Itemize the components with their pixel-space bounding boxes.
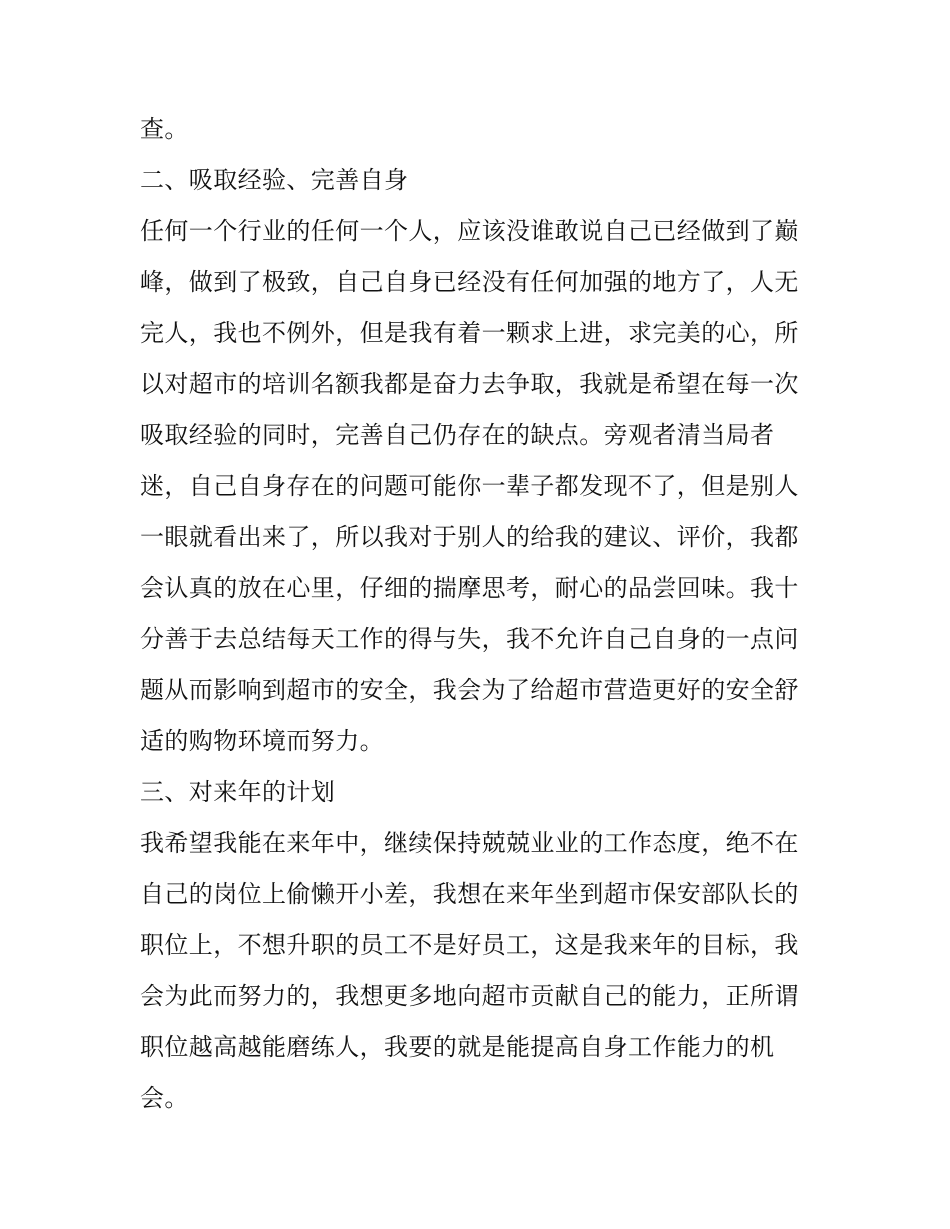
paragraph-line: 任何一个行业的任何一个人，应该没谁敢说自己已经做到了巅 [140, 217, 799, 245]
paragraph-line: 我希望我能在来年中，继续保持兢兢业业的工作态度，绝不在 [140, 829, 799, 857]
paragraph-line: 完人，我也不例外，但是我有着一颗求上进，求完美的心，所 [140, 319, 799, 347]
paragraph-line: 峰，做到了极致，自己自身已经没有任何加强的地方了，人无 [140, 268, 799, 296]
paragraph-line: 吸取经验的同时，完善自己仍存在的缺点。旁观者清当局者 [140, 421, 775, 449]
document-body [140, 104, 820, 1124]
paragraph-end-line: 会。 [140, 1084, 189, 1112]
paragraph-line: 题从而影响到超市的安全，我会为了给超市营造更好的安全舒 [140, 676, 799, 704]
paragraph-line: 职位上，不想升职的员工不是好员工，这是我来年的目标，我 [140, 931, 799, 959]
paragraph-line: 自己的岗位上偷懒开小差，我想在来年坐到超市保安部队长的 [140, 880, 799, 908]
paragraph-line: 一眼就看出来了，所以我对于别人的给我的建议、评价，我都 [140, 523, 799, 551]
section-heading-3: 三、对来年的计划 [140, 778, 336, 806]
paragraph-line: 会为此而努力的，我想更多地向超市贡献自己的能力，正所谓 [140, 982, 799, 1010]
section-heading-2: 二、吸取经验、完善自身 [140, 166, 409, 194]
paragraph-line: 适的购物环境而努力。 [140, 727, 384, 755]
paragraph-line: 会认真的放在心里，仔细的揣摩思考，耐心的品尝回味。我十 [140, 574, 799, 602]
paragraph-line: 迷，自己自身存在的问题可能你一辈子都发现不了，但是别人 [140, 472, 799, 500]
paragraph-line: 分善于去总结每天工作的得与失，我不允许自己自身的一点问 [140, 625, 799, 653]
paragraph-end-line: 查。 [140, 115, 189, 143]
paragraph-line: 以对超市的培训名额我都是奋力去争取，我就是希望在每一次 [140, 370, 799, 398]
paragraph-line: 职位越高越能磨练人，我要的就是能提高自身工作能力的机 [140, 1033, 775, 1061]
